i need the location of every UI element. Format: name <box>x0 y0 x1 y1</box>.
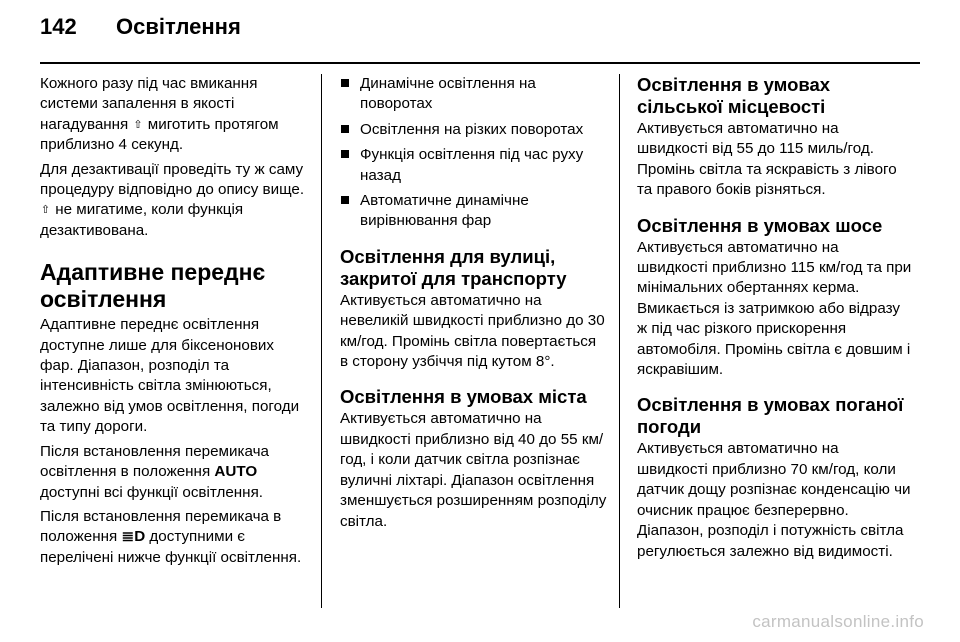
column-2 <box>340 74 608 536</box>
bullet-marker <box>341 79 349 87</box>
page-number: 142 <box>40 14 77 39</box>
subheading-weather: Освітлення в умовах поганої погоди <box>637 394 904 438</box>
column-1 <box>40 74 310 572</box>
footer-watermark: carmanualsonline.info <box>752 612 924 631</box>
paragraph-headlight-position: Після встановлення перемикача в положення ≣D доступними є перелічені нижче функції освітлення. <box>40 507 302 566</box>
section-heading-afl: Адаптивне переднє освітлення <box>40 259 266 313</box>
subheading-town: Освітлення в умовах міста <box>340 386 587 408</box>
list-item: Функція освітлення під час руху назад <box>340 145 608 186</box>
list-item: Автоматичне динамічне вирівнювання фар <box>340 191 608 232</box>
paragraph-town: Активується автоматично на швидкості приблизно від 40 до 55 км/год, і коли датчик світла розпізнає вуличні ліхтарі. Діапазон освітлення зменшується розширенням розподілу світла. <box>340 410 607 530</box>
column-divider-2 <box>619 74 620 608</box>
paragraph-auto-position: Після встановлення перемикача освітлення в положення AUTO доступні всі функції освітлення. <box>40 442 269 501</box>
headlight-warning-icon: ⇧ <box>133 118 143 131</box>
headlight-icon: ≣D <box>121 528 146 546</box>
paragraph-deactivate: Для дезактивації проведіть ту ж саму процедуру відповідно до опису вище. ⇧ не мигатиме, коли функція дезактивована. <box>40 160 305 239</box>
bullet-marker <box>341 196 349 204</box>
paragraph-country: Активується автоматично на швидкості від 55 до 115 миль/год. Промінь світла та яскравість з лівого та правого боків різняться. <box>637 120 897 199</box>
headlight-warning-icon: ⇧ <box>40 204 51 217</box>
bullet-marker <box>341 125 349 133</box>
paragraph-street: Активується автоматично на невеликій швидкості приблизно до 30 км/год. Промінь світла повертається в сторону узбіччя під кутом 8°. <box>340 291 605 371</box>
list-item: Динамічне освітлення на поворотах <box>340 74 608 115</box>
list-item: Освітлення на різких поворотах <box>340 120 608 140</box>
page-header <box>40 14 241 40</box>
paragraph-reminder: Кожного разу під час вмикання системи запалення в якості нагадування ⇧ миготить протягом приблизно 4 секунд. <box>40 75 279 154</box>
subheading-motorway: Освітлення в умовах шосе <box>637 214 883 236</box>
subheading-country: Освітлення в умовах сільської місцевості <box>637 74 831 117</box>
subheading-street: Освітлення для вулиці, закритої для транспорту <box>340 245 567 289</box>
page-title: Освітлення <box>116 14 241 39</box>
column-divider-1 <box>321 74 322 608</box>
header-divider <box>40 62 920 64</box>
paragraph-weather: Активується автоматично на швидкості приблизно 70 км/год, коли датчик дощу розпізнає конденсацію чи очисник працює безперервно. Діапазон, розподіл і потужність світла регулюється залежно від видимості. <box>637 440 911 560</box>
auto-label: AUTO <box>214 463 258 481</box>
paragraph-motorway: Активується автоматично на швидкості приблизно 115 км/год та при мінімальних обертаннях керма. Вмикається із затримкою або відразу ж під час різкого прискорення автомобіля. Промінь світла є довшим і яскравішим. <box>637 238 912 379</box>
paragraph-afl-intro: Адаптивне переднє освітлення доступне лише для біксенонових фар. Діапазон, розподіл та інтенсивність світла змінюються, залежно від умов освітлення, погоди та типу дороги. <box>40 316 300 436</box>
column-3 <box>637 74 913 566</box>
bullet-marker <box>341 150 349 158</box>
